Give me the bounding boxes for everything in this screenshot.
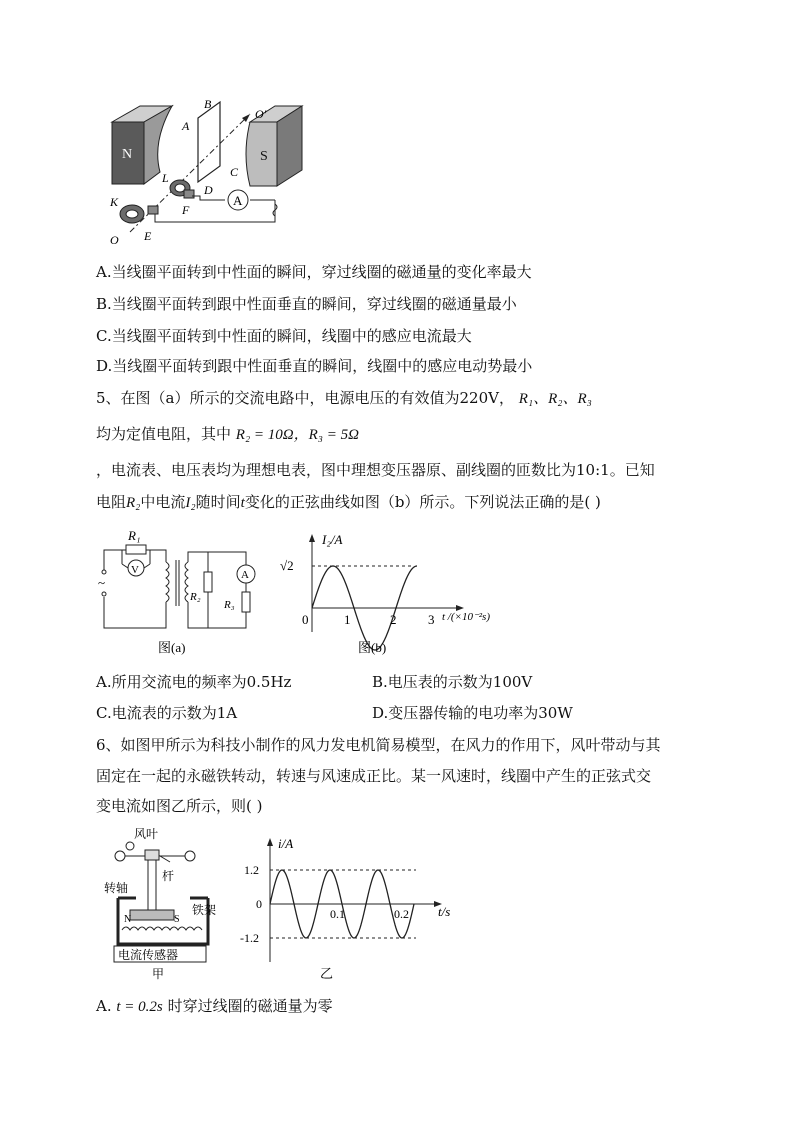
label-rod: 杆 — [162, 869, 175, 883]
q5-line-4-c: 随时间 — [195, 493, 241, 511]
label-o-prime: O′ — [255, 107, 267, 121]
q5-line-4-a: 电阻 — [96, 493, 127, 511]
q5-line-4-i2: I₂ — [185, 495, 196, 511]
wind-generator-figure — [100, 826, 240, 981]
caption-fig-b: 图(b) — [358, 640, 387, 655]
x-tick-0-1: 0.1 — [330, 907, 345, 921]
q5-line-4-t: t — [240, 495, 245, 511]
label-axis: 转轴 — [104, 881, 129, 895]
circuit-figure-a — [96, 522, 256, 657]
q5-option-a: A.所用交流电的频率为0.5Hz — [96, 673, 292, 691]
secondary-coil — [185, 562, 188, 602]
x-tick-b-0: 0 — [302, 612, 309, 627]
resistor-r2 — [204, 572, 212, 592]
label-a-meter: A — [241, 569, 249, 581]
q6-line-2: 固定在一起的永磁铁转动，转速与风速成正比。某一风速时，线圈中产生的正弦式交 — [96, 767, 652, 785]
label-v: V — [131, 564, 139, 576]
q5-line-4 — [96, 492, 601, 513]
label-r1: R₁ — [128, 528, 141, 543]
coil — [122, 927, 202, 930]
coil-frame — [198, 102, 220, 182]
q6-option-a-suffix: 时穿过线圈的磁通量为零 — [167, 997, 333, 1015]
current-graph-figure — [240, 832, 470, 982]
q5-line-1 — [96, 388, 592, 409]
q5-line-4-b: 中电流 — [140, 493, 186, 511]
resistor-r1 — [126, 545, 146, 554]
q5-resistors: R₁、R₂、R₃ — [518, 391, 592, 407]
x-tick-0-2: 0.2 — [394, 907, 409, 921]
label-l: L — [162, 171, 169, 185]
generator-figure — [100, 92, 310, 252]
q4-option-c: C.当线圈平面转到中性面的瞬间，线圈中的感应电流最大 — [96, 327, 472, 345]
q6-option-a — [96, 996, 333, 1017]
label-r3: R₃ — [224, 599, 235, 611]
label-s: S — [260, 149, 268, 164]
label-magnet-n: N — [124, 914, 132, 925]
ammeter-label: A — [233, 193, 243, 208]
label-f: F — [182, 203, 190, 217]
q4-option-d: D.当线圈平面转到跟中性面垂直的瞬间，线圈中的感应电动势最小 — [96, 357, 533, 375]
label-r2: R₂ — [190, 591, 201, 603]
label-d: D — [204, 183, 213, 197]
q6-line-3: 变电流如图乙所示，则( ) — [96, 797, 263, 815]
y-tick-max: 1.2 — [244, 863, 259, 877]
y-axis-label-b: I₂/A — [322, 532, 343, 547]
q6-line-1: 6、如图甲所示为科技小制作的风力发电机简易模型，在风力的作用下，风叶带动与其 — [96, 736, 661, 754]
primary-coil — [166, 562, 169, 602]
label-c: C — [230, 165, 239, 179]
label-k: K — [110, 195, 119, 209]
q5-line-2-text: 均为定值电阻，其中 — [96, 425, 232, 443]
q5-resistor-values: R₂ = 10Ω，R₃ = 5Ω — [235, 427, 359, 443]
magnet — [130, 910, 174, 920]
x-tick-b-3: 3 — [428, 612, 435, 627]
caption-yi: 乙 — [320, 966, 334, 981]
label-ac-source: ~ — [98, 575, 106, 590]
q4-option-b: B.当线圈平面转到跟中性面垂直的瞬间，穿过线圈的磁通量最小 — [96, 295, 517, 313]
x-tick-b-1: 1 — [344, 612, 351, 627]
q6-option-a-prefix: A. — [96, 997, 112, 1015]
q6-option-a-formula: t = 0.2s — [116, 999, 163, 1015]
label-a: A — [182, 119, 190, 133]
label-frame: 铁架 — [192, 903, 217, 917]
q5-line-3: ，电流表、电压表均为理想电表，图中理想变压器原、副线圈的匝数比为10:1。已知 — [96, 461, 655, 479]
shaft — [148, 860, 156, 910]
x-axis-label-yi: t/s — [438, 904, 451, 919]
label-b: B — [204, 97, 212, 111]
q5-line-1-text: 5、在图（a）所示的交流电路中，电源电压的有效值为220V， — [96, 389, 514, 407]
q5-line-4-d: 变化的正弦曲线如图（b）所示。下列说法正确的是( ) — [244, 493, 601, 511]
y-axis-label-yi: i/A — [278, 836, 294, 851]
q5-line-2 — [96, 424, 359, 445]
q4-option-a: A.当线圈平面转到中性面的瞬间，穿过线圈的磁通量的变化率最大 — [96, 263, 532, 281]
q5-line-4-r2: R₂ — [126, 495, 141, 511]
caption-jia: 甲 — [152, 967, 165, 981]
graph-figure-b — [270, 528, 510, 656]
y-tick-min: -1.2 — [240, 931, 259, 945]
x-tick-b-2: 2 — [390, 612, 397, 627]
q5-option-d: D.变压器传输的电功率为30W — [372, 704, 573, 722]
label-n: N — [122, 147, 133, 162]
resistor-r3 — [242, 592, 250, 612]
label-magnet-s: S — [174, 914, 180, 925]
caption-fig-a: 图(a) — [158, 640, 186, 655]
label-blades: 风叶 — [134, 827, 159, 841]
label-o: O — [110, 233, 119, 247]
q5-option-c: C.电流表的示数为1A — [96, 704, 238, 722]
label-e: E — [144, 229, 152, 243]
x-axis-label-b: t /(×10⁻²s) — [442, 611, 490, 623]
amplitude-label-b: √2 — [280, 558, 294, 573]
q5-option-b: B.电压表的示数为100V — [372, 673, 533, 691]
y-tick-zero: 0 — [256, 897, 262, 911]
label-sensor: 电流传感器 — [118, 948, 179, 962]
